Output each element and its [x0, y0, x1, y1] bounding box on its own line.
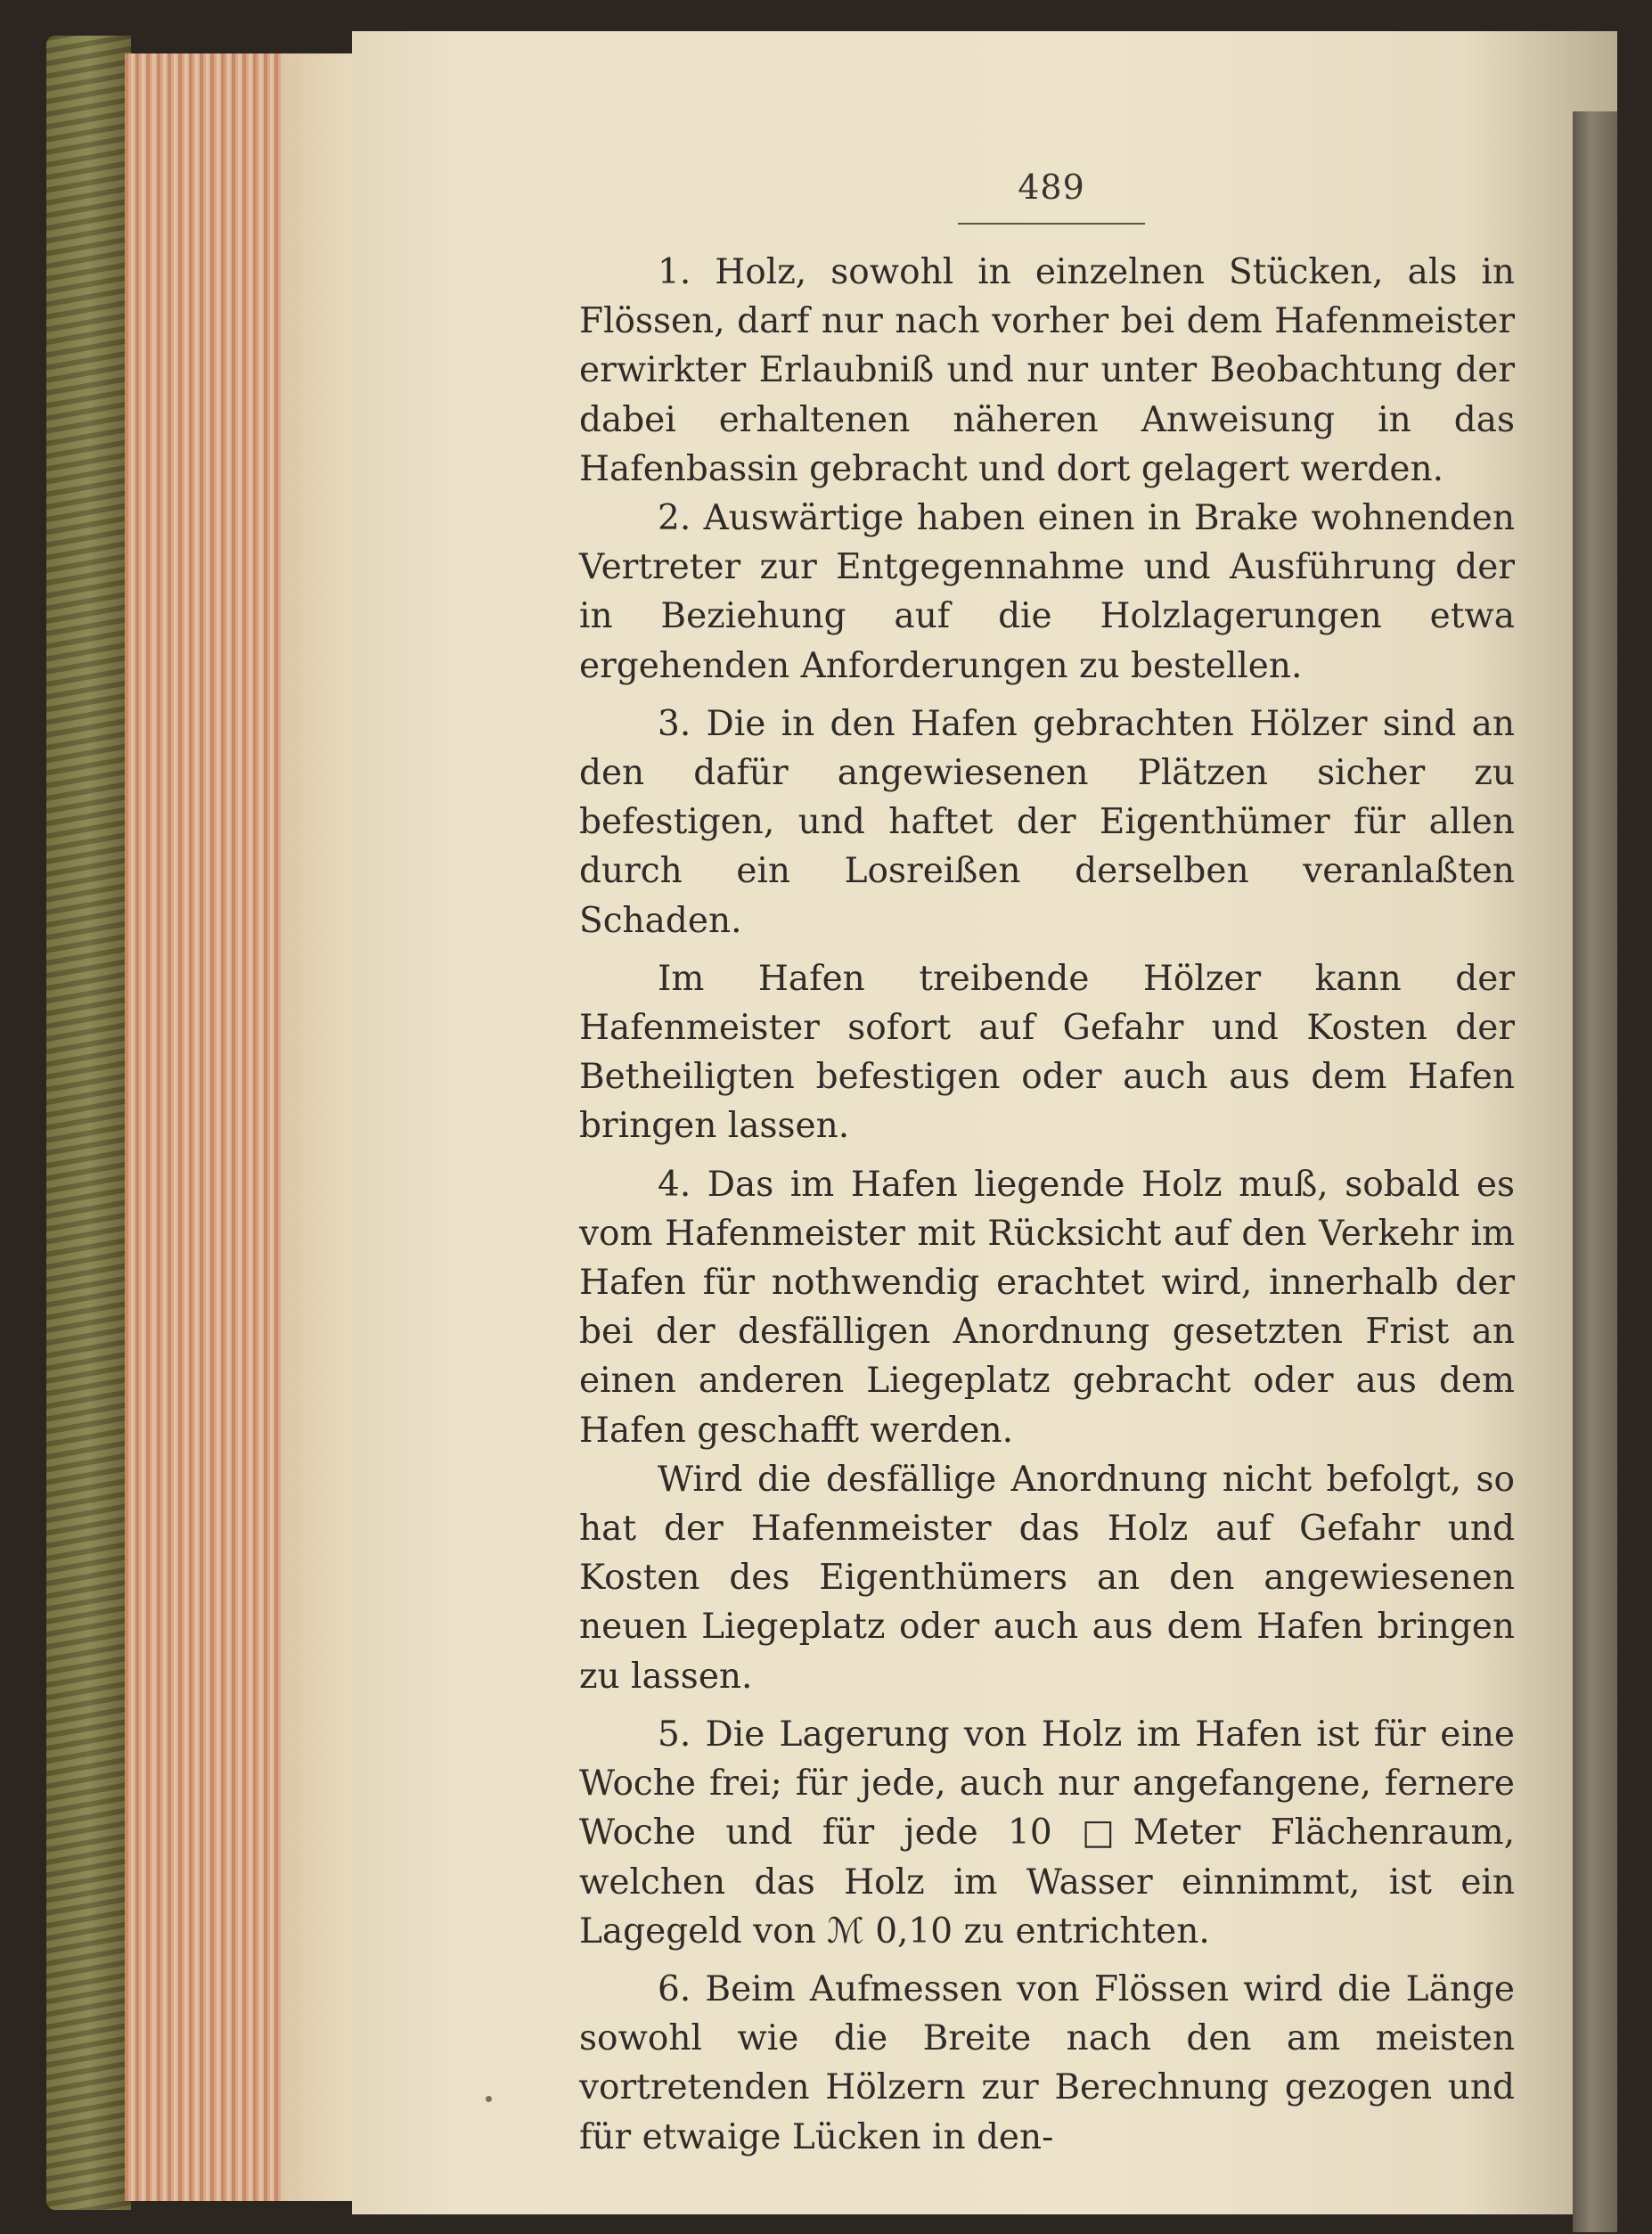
paragraph-5: 4. Das im Hafen liegende Holz muß, sobald es vom Hafenmeister mit Rücksicht auf den Verkehr im Hafen für nothwendig erachtet wird, innerhalb der bei der desfälligen Anordnung gesetzten Frist an einen anderen Liegeplatz gebracht oder aus dem Hafen geschafft werden. — [579, 1164, 1515, 1451]
page-body — [579, 248, 1515, 2162]
paragraph-6: Wird die desfällige Anordnung nicht befolgt, so hat der Hafenmeister das Holz auf Gefahr und Kosten des Eigenthümers an den angewiesenen neuen Liegeplatz oder auch aus dem Hafen bringen zu lassen. — [579, 1459, 1515, 1697]
paragraph-7: 5. Die Lagerung von Holz im Hafen ist für eine Woche frei; für jede, auch nur angefangene, fernere Woche und für jede 10 □Meter Flächenraum, welchen das Holz im Wasser einnimmt, ist ein Lagegeld von ℳ 0,10 zu entrichten. — [579, 1714, 1515, 1952]
paragraph-8: 6. Beim Aufmessen von Flössen wird die Länge sowohl wie die Breite nach den am meisten vortretenden Hölzern zur Berechnung gezogen und für etwaige Lücken in den- — [579, 1968, 1515, 2157]
book-cover-edge — [46, 36, 131, 2210]
paragraph-3: 3. Die in den Hafen gebrachten Hölzer sind an den dafür angewiesenen Plätzen sicher zu befestigen, und haftet der Eigenthümer für allen durch ein Losreißen derselben veranlaßten Schaden. — [579, 703, 1515, 941]
paragraph-1: 1. Holz, sowohl in einzelnen Stücken, als in Flössen, darf nur nach vorher bei dem Hafenmeister erwirkter Erlaubniß und nur unter Beobachtung der dabei erhaltenen näheren Anweisung in das Hafenbassin gebracht und dort gelagert werden. — [579, 252, 1515, 489]
paper-speck — [486, 2096, 492, 2102]
page-number: 489 — [958, 168, 1145, 225]
paragraph-2: 2. Auswärtige haben einen in Brake wohnenden Vertreter zur Entgegennahme und Ausführung der in Beziehung auf die Holzlagerungen etwa ergehenden Anforderungen zu bestellen. — [579, 498, 1515, 686]
facing-page-edge — [1573, 111, 1617, 2232]
paragraph-4: Im Hafen treibende Hölzer kann der Hafenmeister sofort auf Gefahr und Kosten der Betheiligten befestigen oder auch aus dem Hafen bringen lassen. — [579, 958, 1515, 1147]
page-edges — [125, 53, 352, 2201]
